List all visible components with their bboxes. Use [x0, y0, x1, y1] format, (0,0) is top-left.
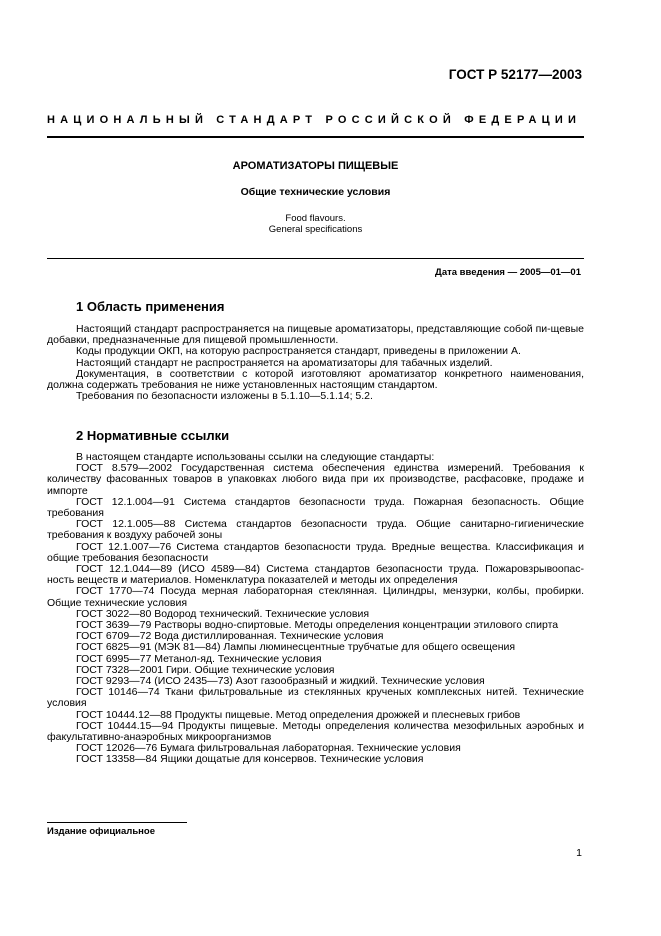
footer-divider: [47, 822, 187, 823]
paragraph: Требования по безопасности изложены в 5.1.10—5.1.14; 5.2.: [76, 390, 373, 403]
document-code: ГОСТ Р 52177—2003: [448, 67, 582, 82]
section-1-heading: 1 Область применения: [76, 299, 225, 314]
reference-item: ГОСТ 3022—80 Водород технический. Технические условия: [76, 607, 370, 620]
reference-item: ГОСТ 1770—74 Посуда мерная лабораторная стеклянная. Цилиндры, мензурки, колбы, пробирки. Общие технические условия: [47, 585, 584, 609]
reference-item: ГОСТ 13358—84 Ящики дощатые для консервов. Технические условия: [76, 753, 424, 766]
reference-item: ГОСТ 12.1.044—89 (ИСО 4589—84) Система стандартов безопасности труда. Пожаровзрывоопас-ность веществ и материалов. Номенклатура показателей и методы их определения: [47, 563, 584, 587]
paragraph: Настоящий стандарт распространяется на пищевые ароматизаторы, представляющие собой пи-щевые добавки, предназначенные для пищевой промышленности.: [47, 323, 584, 347]
paragraph: Коды продукции ОКП, на которую распространяется стандарт, приведены в приложении А.: [76, 345, 521, 358]
reference-item: ГОСТ 6709—72 Вода дистиллированная. Технические условия: [76, 630, 384, 643]
english-title-line1: Food flavours.: [285, 213, 346, 224]
reference-item: ГОСТ 12.1.007—76 Система стандартов безопасности труда. Вредные вещества. Классификация и общие требования безопасности: [47, 540, 584, 564]
page-number: 1: [576, 847, 582, 859]
paragraph: Настоящий стандарт не распространяется на ароматизаторы для табачных изделий.: [76, 356, 493, 369]
reference-item: ГОСТ 10444.12—88 Продукты пищевые. Метод определения дрожжей и плесневых грибов: [76, 708, 521, 721]
paragraph: В настоящем стандарте использованы ссылки на следующие стандарты:: [76, 451, 435, 463]
paragraph: Документация, в соответствии с которой изготовляют ароматизатор конкретного наименования, должна содержать требования не ниже установленных настоящим стандартом.: [47, 367, 584, 392]
reference-item: ГОСТ 10444.15—94 Продукты пищевые. Методы определения количества мезофильных аэробных и факультативно-анаэробных микроорганизмов: [47, 719, 584, 744]
reference-item: ГОСТ 8.579—2002 Государственная система обеспечения единства измерений. Требования к количеству фасованных товаров в упаковках любого вида при их производстве, расфасовке, продаже и импорте: [47, 462, 584, 497]
reference-item: ГОСТ 12.1.004—91 Система стандартов безопасности труда. Пожарная безопасность. Общие требования: [47, 495, 584, 520]
national-standard-banner: НАЦИОНАЛЬНЫЙ СТАНДАРТ РОССИЙСКОЙ ФЕДЕРАЦИИ: [47, 114, 582, 126]
top-divider: [47, 136, 584, 138]
document-subtitle: Общие технические условия: [240, 186, 391, 198]
reference-item: ГОСТ 7328—2001 Гири. Общие технические условия: [76, 663, 335, 676]
reference-item: ГОСТ 12026—76 Бумага фильтровальная лабораторная. Технические условия: [76, 742, 461, 755]
reference-item: ГОСТ 9293—74 (ИСО 2435—73) Азот газообразный и жидкий. Технические условия: [76, 675, 485, 688]
reference-item: ГОСТ 12.1.005—88 Система стандартов безопасности труда. Общие санитарно-гигиенические требования к воздуху рабочей зоны: [47, 518, 584, 542]
introduction-date: Дата введения — 2005—01—01: [435, 267, 581, 278]
title-divider: [47, 258, 584, 259]
document-title: АРОМАТИЗАТОРЫ ПИЩЕВЫЕ: [232, 160, 399, 172]
reference-item: ГОСТ 3639—79 Растворы водно-спиртовые. Методы определения концентрации этилового спирта: [76, 619, 559, 632]
section-2-body: [47, 452, 584, 766]
reference-item: ГОСТ 6995—77 Метанол-яд. Технические условия: [76, 652, 322, 665]
english-title-line2: General specifications: [268, 224, 363, 235]
section-1-body: [47, 324, 584, 402]
reference-item: ГОСТ 6825—91 (МЭК 81—84) Лампы люминесцентные трубчатые для общего освещения: [76, 641, 516, 654]
section-2-heading: 2 Нормативные ссылки: [76, 428, 230, 443]
edition-note: Издание официальное: [47, 826, 155, 837]
reference-item: ГОСТ 10146—74 Ткани фильтровальные из стеклянных крученых комплексных нитей. Технические условия: [47, 686, 584, 710]
